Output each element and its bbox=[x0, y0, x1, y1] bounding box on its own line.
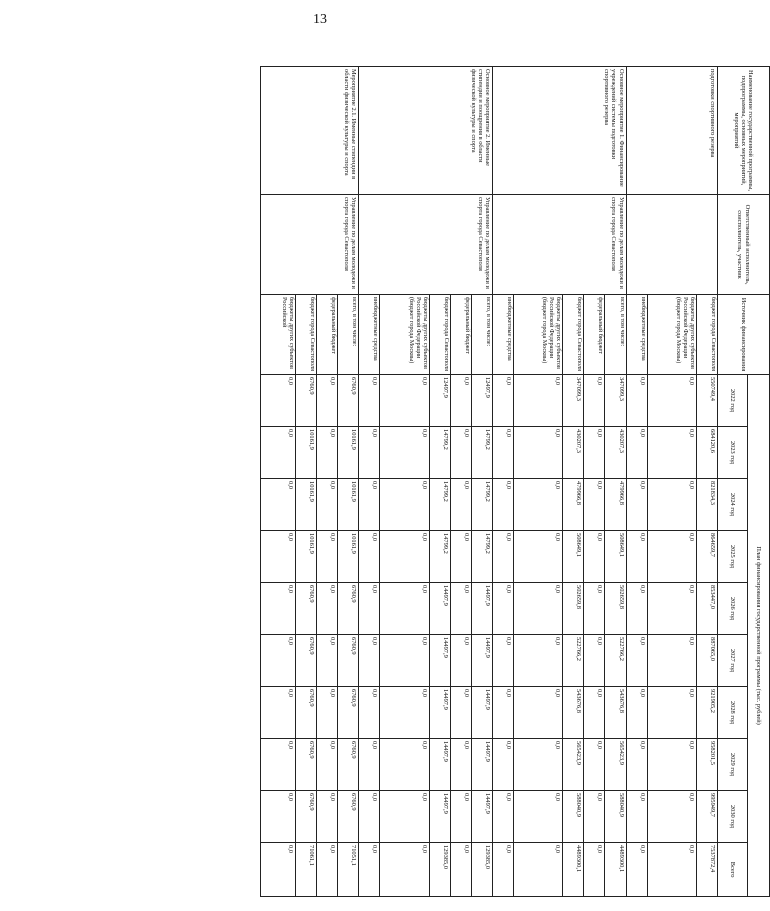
amount-cell: 588040,9 bbox=[605, 791, 626, 843]
amount-cell: 0,0 bbox=[514, 583, 563, 635]
amount-cell: 0,0 bbox=[359, 739, 380, 791]
measure-name: подготовки спортивного резерва bbox=[626, 67, 717, 195]
amount-cell: 0,0 bbox=[584, 427, 605, 479]
amount-cell: 12497,9 bbox=[471, 375, 492, 427]
amount-cell: 0,0 bbox=[584, 635, 605, 687]
amount-cell: 0,0 bbox=[380, 583, 429, 635]
amount-cell: 6760,9 bbox=[338, 635, 359, 687]
amount-cell: 0,0 bbox=[359, 687, 380, 739]
amount-cell: 0,0 bbox=[647, 479, 696, 531]
amount-cell: 6760,9 bbox=[338, 739, 359, 791]
amount-cell: 14799,2 bbox=[471, 427, 492, 479]
amount-cell: 0,0 bbox=[647, 739, 696, 791]
amount-cell: 0,0 bbox=[584, 531, 605, 583]
measure-name: Мероприятие 2.1. Именные стипендии в области физической культуры и спорта bbox=[261, 67, 359, 195]
amount-cell: 71051,1 bbox=[338, 843, 359, 897]
header-plan-title: План финансирования государственной программы (тыс. рублей) bbox=[748, 375, 770, 897]
amount-cell: 0,0 bbox=[317, 635, 338, 687]
amount-cell: 6760,9 bbox=[296, 687, 317, 739]
amount-cell: 0,0 bbox=[626, 687, 647, 739]
amount-cell: 0,0 bbox=[492, 791, 513, 843]
measure-name: Основное мероприятие 1. Финансирование учреждений системы подготовки спортивного резерва bbox=[492, 67, 626, 195]
amount-cell: 0,0 bbox=[626, 739, 647, 791]
amount-cell: 14497,9 bbox=[471, 739, 492, 791]
amount-cell: 0,0 bbox=[317, 687, 338, 739]
amount-cell: 0,0 bbox=[317, 427, 338, 479]
amount-cell: 684120,6 bbox=[696, 427, 717, 479]
funding-source: внебюджетные средства bbox=[492, 295, 513, 375]
amount-cell: 14799,2 bbox=[429, 479, 450, 531]
header-year: 2022 год bbox=[718, 375, 748, 427]
executor: Управление по делам молодежи и спорта города Севастополя bbox=[261, 195, 359, 295]
funding-source: бюджет города Севастополя bbox=[296, 295, 317, 375]
amount-cell: 0,0 bbox=[626, 427, 647, 479]
amount-cell: 0,0 bbox=[450, 479, 471, 531]
amount-cell: 543676,8 bbox=[605, 687, 626, 739]
amount-cell: 508649,1 bbox=[563, 531, 584, 583]
amount-cell: 821834,3 bbox=[696, 479, 717, 531]
amount-cell: 0,0 bbox=[514, 427, 563, 479]
amount-cell: 522766,2 bbox=[605, 635, 626, 687]
amount-cell: 0,0 bbox=[450, 375, 471, 427]
funding-source: бюджеты других субъектов Российской bbox=[261, 295, 296, 375]
amount-cell: 0,0 bbox=[359, 375, 380, 427]
amount-cell: 588040,9 bbox=[563, 791, 584, 843]
amount-cell: 0,0 bbox=[380, 479, 429, 531]
amount-cell: 0,0 bbox=[647, 531, 696, 583]
amount-cell: 522766,2 bbox=[563, 635, 584, 687]
amount-cell: 0,0 bbox=[380, 635, 429, 687]
amount-cell: 0,0 bbox=[647, 687, 696, 739]
amount-cell: 958201,5 bbox=[696, 739, 717, 791]
amount-cell: 0,0 bbox=[514, 687, 563, 739]
amount-cell: 0,0 bbox=[317, 739, 338, 791]
amount-cell: 0,0 bbox=[317, 375, 338, 427]
amount-cell: 0,0 bbox=[450, 843, 471, 897]
amount-cell: 508649,1 bbox=[605, 531, 626, 583]
amount-cell: 430207,3 bbox=[563, 427, 584, 479]
header-year: 2027 год bbox=[718, 635, 748, 687]
funding-source: внебюджетные средства bbox=[359, 295, 380, 375]
amount-cell: 0,0 bbox=[261, 635, 296, 687]
amount-cell: 0,0 bbox=[261, 375, 296, 427]
amount-cell: 0,0 bbox=[514, 375, 563, 427]
header-year: 2029 год bbox=[718, 739, 748, 791]
amount-cell: 14497,9 bbox=[429, 791, 450, 843]
amount-cell: 0,0 bbox=[359, 531, 380, 583]
amount-cell: 0,0 bbox=[261, 791, 296, 843]
amount-cell: 10161,9 bbox=[338, 479, 359, 531]
amount-cell: 0,0 bbox=[492, 479, 513, 531]
amount-cell: 0,0 bbox=[450, 739, 471, 791]
header-source: Источник финансирования bbox=[718, 295, 770, 375]
amount-cell: 14497,9 bbox=[471, 635, 492, 687]
amount-cell: 864659,7 bbox=[696, 531, 717, 583]
amount-cell: 0,0 bbox=[380, 687, 429, 739]
amount-cell: 0,0 bbox=[317, 843, 338, 897]
amount-cell: 71061,1 bbox=[296, 843, 317, 897]
amount-cell: 6760,9 bbox=[296, 739, 317, 791]
amount-cell: 0,0 bbox=[450, 791, 471, 843]
amount-cell: 853447,0 bbox=[696, 583, 717, 635]
amount-cell: 0,0 bbox=[514, 843, 563, 897]
funding-source: бюджеты других субъектов Российской Федерации (бюджет города Москвы) bbox=[380, 295, 429, 375]
amount-cell: 0,0 bbox=[647, 427, 696, 479]
amount-cell: 14799,2 bbox=[471, 479, 492, 531]
amount-cell: 0,0 bbox=[261, 843, 296, 897]
table-row bbox=[696, 67, 717, 897]
amount-cell: 0,0 bbox=[626, 479, 647, 531]
amount-cell: 14799,2 bbox=[471, 531, 492, 583]
amount-cell: 0,0 bbox=[584, 583, 605, 635]
amount-cell: 0,0 bbox=[261, 739, 296, 791]
amount-cell: 10161,9 bbox=[296, 427, 317, 479]
amount-cell: 10161,9 bbox=[296, 531, 317, 583]
amount-cell: 0,0 bbox=[317, 479, 338, 531]
amount-cell: 995949,7 bbox=[696, 791, 717, 843]
amount-cell: 0,0 bbox=[514, 479, 563, 531]
amount-cell: 0,0 bbox=[359, 427, 380, 479]
amount-cell: 10161,9 bbox=[338, 531, 359, 583]
table-row bbox=[338, 67, 359, 897]
amount-cell: 0,0 bbox=[380, 739, 429, 791]
amount-cell: 0,0 bbox=[514, 531, 563, 583]
amount-cell: 0,0 bbox=[492, 843, 513, 897]
amount-cell: 0,0 bbox=[492, 739, 513, 791]
amount-cell: 14497,9 bbox=[429, 635, 450, 687]
funding-source: бюджет города Севастополя bbox=[429, 295, 450, 375]
amount-cell: 543676,8 bbox=[563, 687, 584, 739]
amount-cell: 129385,0 bbox=[429, 843, 450, 897]
amount-cell: 0,0 bbox=[261, 531, 296, 583]
table-row bbox=[605, 67, 626, 897]
amount-cell: 129385,0 bbox=[471, 843, 492, 897]
header-name: Наименование государственной программы, подпрограммы, основных мероприятий, мероприятий bbox=[718, 67, 770, 195]
amount-cell: 6760,9 bbox=[296, 583, 317, 635]
amount-cell: 502659,8 bbox=[563, 583, 584, 635]
amount-cell: 479966,8 bbox=[605, 479, 626, 531]
amount-cell: 0,0 bbox=[647, 843, 696, 897]
amount-cell: 0,0 bbox=[626, 583, 647, 635]
header-year: 2024 год bbox=[718, 479, 748, 531]
amount-cell: 0,0 bbox=[380, 427, 429, 479]
amount-cell: 0,0 bbox=[584, 687, 605, 739]
amount-cell: 0,0 bbox=[647, 791, 696, 843]
amount-cell: 14497,9 bbox=[429, 739, 450, 791]
amount-cell: 887065,0 bbox=[696, 635, 717, 687]
amount-cell: 347099,3 bbox=[563, 375, 584, 427]
amount-cell: 0,0 bbox=[647, 375, 696, 427]
amount-cell: 921905,2 bbox=[696, 687, 717, 739]
amount-cell: 0,0 bbox=[380, 791, 429, 843]
amount-cell: 6760,9 bbox=[338, 791, 359, 843]
amount-cell: 0,0 bbox=[380, 531, 429, 583]
amount-cell: 0,0 bbox=[450, 687, 471, 739]
amount-cell: 6760,9 bbox=[338, 687, 359, 739]
header-year: 2028 год bbox=[718, 687, 748, 739]
amount-cell: 0,0 bbox=[359, 843, 380, 897]
amount-cell: 6760,9 bbox=[296, 635, 317, 687]
amount-cell: 0,0 bbox=[380, 375, 429, 427]
amount-cell: 565423,9 bbox=[563, 739, 584, 791]
amount-cell: 14497,9 bbox=[429, 583, 450, 635]
amount-cell: 0,0 bbox=[647, 583, 696, 635]
amount-cell: 0,0 bbox=[584, 739, 605, 791]
amount-cell: 10161,9 bbox=[338, 427, 359, 479]
financing-plan-table bbox=[260, 66, 770, 897]
amount-cell: 0,0 bbox=[261, 583, 296, 635]
amount-cell: 0,0 bbox=[359, 791, 380, 843]
funding-source: бюджеты других субъектов Российской Федерации (бюджет города Москвы) bbox=[514, 295, 563, 375]
amount-cell: 0,0 bbox=[450, 531, 471, 583]
executor: Управление по делам молодежи и спорта города Севастополя bbox=[492, 195, 626, 295]
amount-cell: 0,0 bbox=[359, 583, 380, 635]
executor bbox=[626, 195, 717, 295]
funding-source: всего, в том числе: bbox=[338, 295, 359, 375]
funding-source: внебюджетные средства bbox=[626, 295, 647, 375]
amount-cell: 0,0 bbox=[317, 791, 338, 843]
header-year: 2030 год bbox=[718, 791, 748, 843]
amount-cell: 0,0 bbox=[359, 479, 380, 531]
amount-cell: 0,0 bbox=[261, 479, 296, 531]
funding-source: бюджет города Севастополя bbox=[696, 295, 717, 375]
table-body bbox=[261, 67, 718, 897]
amount-cell: 0,0 bbox=[626, 843, 647, 897]
funding-source: всего, в том числе: bbox=[471, 295, 492, 375]
amount-cell: 0,0 bbox=[317, 531, 338, 583]
amount-cell: 14497,9 bbox=[471, 583, 492, 635]
amount-cell: 0,0 bbox=[492, 583, 513, 635]
amount-cell: 14799,2 bbox=[429, 427, 450, 479]
amount-cell: 0,0 bbox=[317, 583, 338, 635]
amount-cell: 7537872,4 bbox=[696, 843, 717, 897]
amount-cell: 6760,9 bbox=[338, 375, 359, 427]
page-number: 13 bbox=[313, 12, 327, 27]
amount-cell: 0,0 bbox=[514, 739, 563, 791]
amount-cell: 0,0 bbox=[261, 427, 296, 479]
amount-cell: 479966,8 bbox=[563, 479, 584, 531]
amount-cell: 0,0 bbox=[584, 479, 605, 531]
header-year: Всего bbox=[718, 843, 748, 897]
amount-cell: 0,0 bbox=[450, 635, 471, 687]
amount-cell: 0,0 bbox=[450, 427, 471, 479]
header-year: 2023 год bbox=[718, 427, 748, 479]
amount-cell: 0,0 bbox=[514, 635, 563, 687]
amount-cell: 4489300,1 bbox=[563, 843, 584, 897]
amount-cell: 0,0 bbox=[584, 375, 605, 427]
amount-cell: 6760,9 bbox=[296, 375, 317, 427]
amount-cell: 0,0 bbox=[492, 531, 513, 583]
header-year: 2025 год bbox=[718, 531, 748, 583]
header-executor: Ответственный исполнитель, соисполнитель, участник bbox=[718, 195, 770, 295]
amount-cell: 14799,2 bbox=[429, 531, 450, 583]
funding-source: федеральный бюджет bbox=[317, 295, 338, 375]
amount-cell: 0,0 bbox=[514, 791, 563, 843]
measure-name: Основное мероприятие 2. Именные стипендии и поощрения в области физической культуры и спорта bbox=[359, 67, 493, 195]
table-row bbox=[471, 67, 492, 897]
amount-cell: 0,0 bbox=[492, 427, 513, 479]
amount-cell: 565423,9 bbox=[605, 739, 626, 791]
amount-cell: 0,0 bbox=[380, 843, 429, 897]
funding-source: федеральный бюджет bbox=[584, 295, 605, 375]
amount-cell: 0,0 bbox=[450, 583, 471, 635]
amount-cell: 14497,9 bbox=[471, 791, 492, 843]
amount-cell: 14497,9 bbox=[429, 687, 450, 739]
amount-cell: 0,0 bbox=[626, 791, 647, 843]
funding-source: федеральный бюджет bbox=[450, 295, 471, 375]
amount-cell: 12497,9 bbox=[429, 375, 450, 427]
amount-cell: 0,0 bbox=[626, 635, 647, 687]
amount-cell: 0,0 bbox=[626, 375, 647, 427]
amount-cell: 4489300,1 bbox=[605, 843, 626, 897]
amount-cell: 502659,8 bbox=[605, 583, 626, 635]
amount-cell: 0,0 bbox=[492, 635, 513, 687]
amount-cell: 6760,9 bbox=[338, 583, 359, 635]
amount-cell: 550749,4 bbox=[696, 375, 717, 427]
amount-cell: 6760,9 bbox=[296, 791, 317, 843]
amount-cell: 0,0 bbox=[492, 687, 513, 739]
amount-cell: 10161,9 bbox=[296, 479, 317, 531]
amount-cell: 0,0 bbox=[626, 531, 647, 583]
amount-cell: 14497,9 bbox=[471, 687, 492, 739]
amount-cell: 347099,3 bbox=[605, 375, 626, 427]
amount-cell: 0,0 bbox=[584, 843, 605, 897]
funding-source: бюджеты других субъектов Российской Федерации (бюджет города Москвы) bbox=[647, 295, 696, 375]
amount-cell: 0,0 bbox=[647, 635, 696, 687]
amount-cell: 0,0 bbox=[492, 375, 513, 427]
funding-source: всего, в том числе: bbox=[605, 295, 626, 375]
header-year: 2026 год bbox=[718, 583, 748, 635]
executor: Управление по делам молодежи и спорта города Севастополя bbox=[359, 195, 493, 295]
amount-cell: 0,0 bbox=[584, 791, 605, 843]
amount-cell: 430207,3 bbox=[605, 427, 626, 479]
funding-source: бюджет города Севастополя bbox=[563, 295, 584, 375]
amount-cell: 0,0 bbox=[261, 687, 296, 739]
amount-cell: 0,0 bbox=[359, 635, 380, 687]
